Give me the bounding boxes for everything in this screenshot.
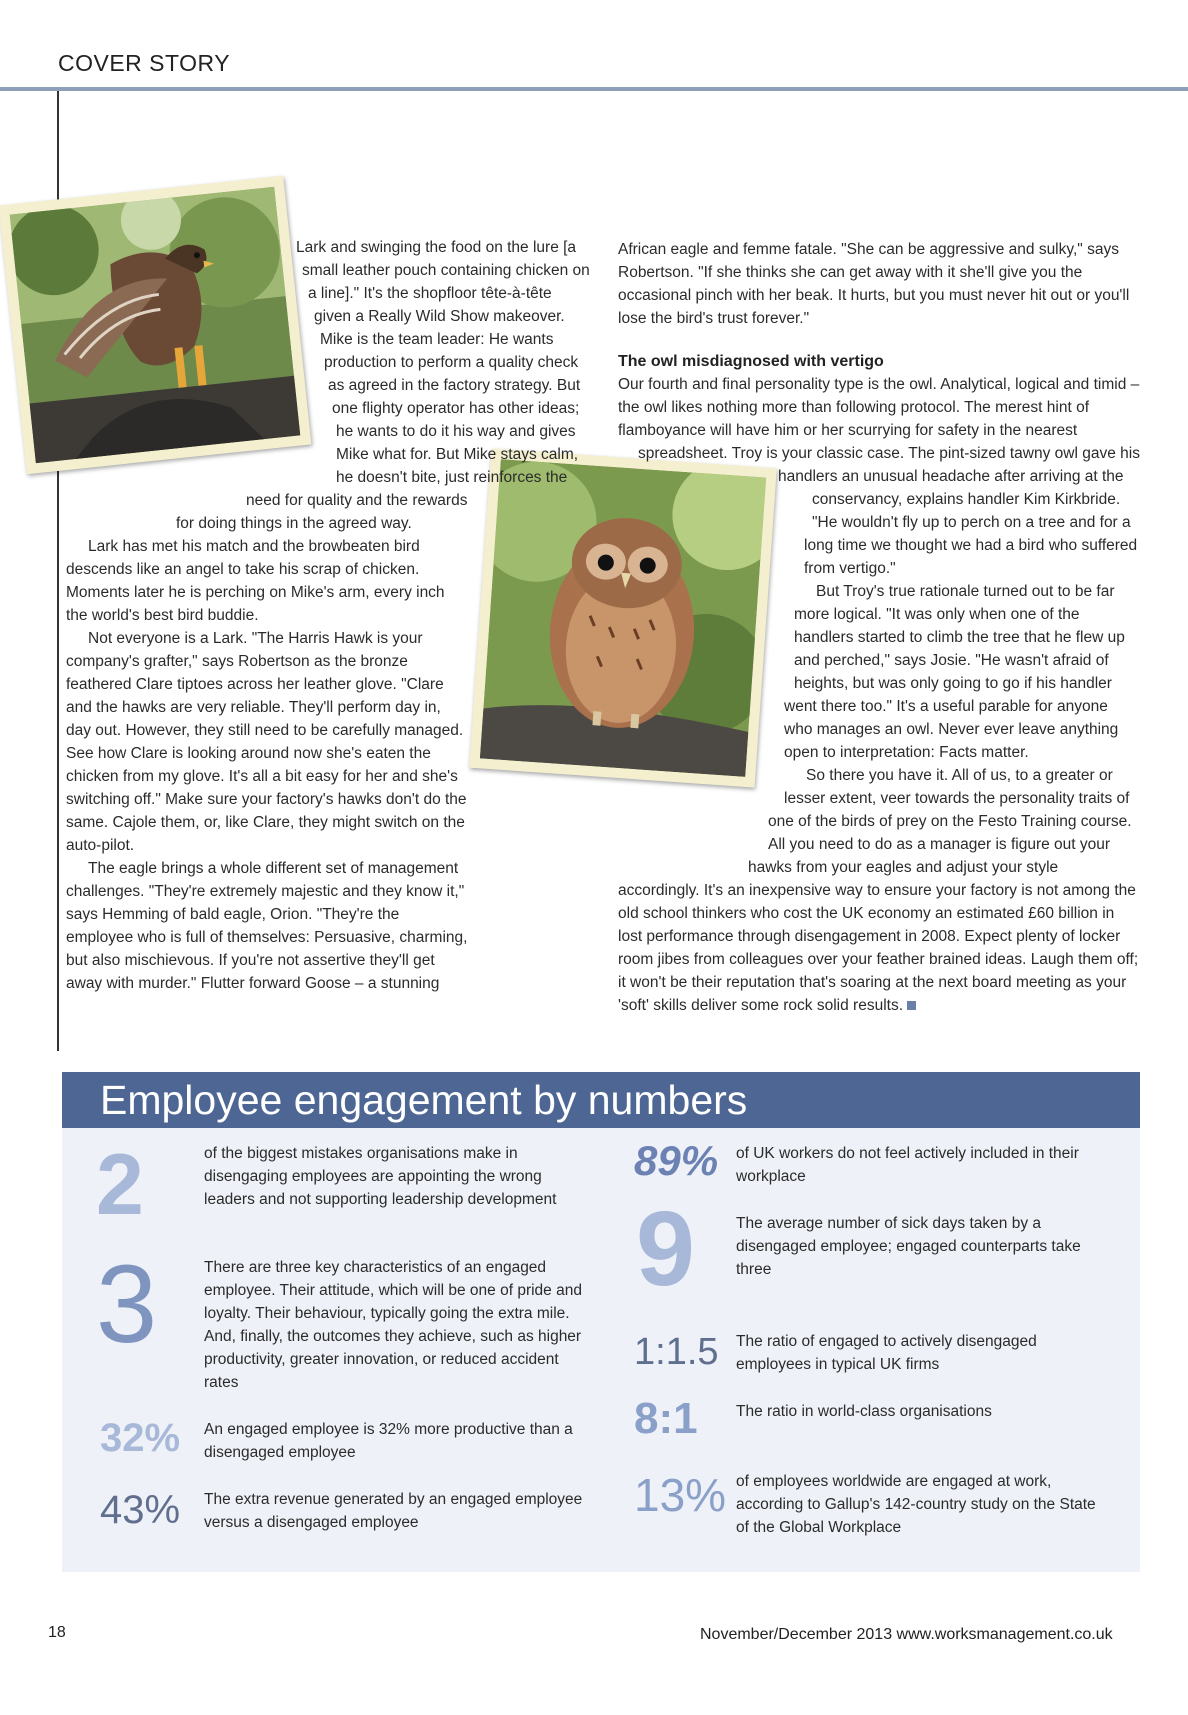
end-of-article-mark <box>907 1001 916 1010</box>
wrap-spacer <box>618 810 768 856</box>
stat-number: 1:1.5 <box>634 1331 719 1373</box>
wrap-spacer <box>66 310 314 333</box>
wrap-spacer <box>66 287 308 310</box>
wrap-spacer <box>66 333 320 356</box>
header-rule <box>0 87 1188 91</box>
paragraph: Not everyone is a Lark. "The Harris Hawk is your company's grafter," says Robertson as the bronze feathered Clare tiptoes across her leather glove. "Clare and the hawks are very reliable. They'll perform day in, day out. However, they still need to be carefully managed. See how Clare is looking around now she's eaten the chicken from my glove. It's all a bit easy for her and she's switching off." Make sure your factory's hawks don't do the same. Cajole them, or, like Clare, they might switch on the auto-pilot. <box>66 630 467 854</box>
wrap-spacer <box>618 695 784 810</box>
stat-number: 13% <box>634 1469 727 1521</box>
stat-description: of UK workers do not feel actively included in their workplace <box>736 1145 1079 1185</box>
wrap-spacer <box>66 471 246 494</box>
paragraph: Lark and swinging the food on the lure [a small leather pouch containing chicken on a line]." It's the shopfloor tête-à-tête given a Really Wild Show makeover. Mike is the team leader: He wants production to perform a quality check as agreed in the factory strategy. But one flighty operator has other ideas; he wants to do it his way and gives Mike what for. But Mike stays calm, he doesn't bite, just reinforces the need for quality and the rewards for doing things in the agreed way. <box>176 239 590 532</box>
wrap-spacer <box>618 488 812 534</box>
stat-number: 9 <box>636 1190 695 1308</box>
paragraph: But Troy's true rationale turned out to be far more logical. "It was only when one of the handlers started to climb the tree that he flew up and perched," says Josie. "He wasn't afraid of heights, but was only going to go if his handler went there too." It's a useful parable for anyone who manages an owl. Never ever leave anything open to interpretation: Facts matter. <box>784 583 1125 761</box>
stat-number: 2 <box>96 1137 144 1233</box>
stat-description: The ratio in world-class organisations <box>736 1403 992 1420</box>
paragraph-text: So there you have it. All of us, to a greater or lesser extent, veer towards the personality traits of one of the birds of prey on the Festo Training course. All you need to do as a manager is figure out your hawks from your eagles and adjust your style accordingly. It's an inexpensive way to ensure your factory is not among the old school thinkers who cost the UK economy an estimated £60 billion in lost performance through disengagement in 2008. Expect plenty of locker room jibes from colleagues over your feather brained ideas. Laugh them off; it won't be their reputation that's soaring at the next board meeting as your 'soft' skills deliver some rock solid results. <box>618 767 1139 1014</box>
wrap-spacer <box>66 494 176 517</box>
subheading: The owl misdiagnosed with vertigo <box>618 353 884 370</box>
stat-description: An engaged employee is 32% more productive than a disengaged employee <box>204 1421 573 1461</box>
wrap-spacer <box>66 264 302 287</box>
paragraph: The eagle brings a whole different set of management challenges. "They're extremely majestic and they know it," says Hemming of bald eagle, Orion. "They're the employee who is full of themselves: Persuasive, charming, but also mischievous. If you're not assertive they'll get away with murder." Flutter forward Goose – a stunning <box>66 860 468 992</box>
wrap-spacer <box>618 534 804 580</box>
paragraph: African eagle and femme fatale. "She can be aggressive and sulky," says Robertson. "If she thinks she can get away with it she'll give you the occasional pinch with her beak. It hurts, but you must never hit out or you'll lose the bird's trust forever." <box>618 241 1130 327</box>
stat-number: 32% <box>100 1416 181 1460</box>
stat-description: The average number of sick days taken by a disengaged employee; engaged counterparts take three <box>736 1215 1081 1278</box>
wrap-spacer <box>66 356 324 379</box>
wrap-spacer <box>66 425 336 448</box>
paragraph: Lark has met his match and the browbeaten bird descends like an angel to take his scrap of chicken. Moments later he is perching on Mike's arm, every inch the world's best bird buddie. <box>66 538 445 624</box>
stat-number: 89% <box>634 1137 719 1184</box>
section-label: COVER STORY <box>58 50 231 76</box>
stat-description: The extra revenue generated by an engaged employee versus a disengaged employee <box>204 1491 583 1531</box>
wrap-spacer <box>618 856 748 879</box>
stat-number: 43% <box>100 1488 181 1532</box>
page-number: 18 <box>48 1624 66 1641</box>
wrap-spacer <box>618 465 778 488</box>
wrap-spacer <box>66 402 332 425</box>
wrap-spacer <box>618 580 794 695</box>
stat-description: of the biggest mistakes organisations make in disengaging employees are appointing the wrong leaders and not supporting leadership development <box>204 1145 557 1208</box>
paragraph: Our fourth and final personality type is the owl. Analytical, logical and timid – the owl likes nothing more than following protocol. The merest hint of flamboyance will have him or her scurrying for safety in the nearest spreadsheet. Troy is your classic case. The pint-sized tawny owl gave his handlers an unusual headache after arriving at the conservancy, explains handler Kim Kirkbride. "He wouldn't fly up to perch on a tree and for a long time we thought we had a bird who suffered from vertigo." <box>618 376 1140 577</box>
wrap-spacer <box>618 442 638 465</box>
wrap-spacer <box>470 734 590 1124</box>
wrap-spacer <box>66 236 296 264</box>
stats-title: Employee engagement by numbers <box>62 1072 1140 1128</box>
article-column-2 <box>618 238 1140 1017</box>
wrap-spacer <box>66 448 336 471</box>
stat-description: The ratio of engaged to actively disengaged employees in typical UK firms <box>736 1333 1037 1373</box>
article-column-1 <box>66 236 590 1124</box>
publication-info: November/December 2013 www.worksmanagement.co.uk <box>700 1626 1113 1643</box>
wrap-spacer <box>66 379 328 402</box>
stat-number: 3 <box>96 1243 158 1366</box>
stat-description: of employees worldwide are engaged at work, according to Gallup's 142-country study on the State of the Global Workplace <box>736 1473 1096 1536</box>
stat-number: 8:1 <box>634 1394 698 1443</box>
stat-description: There are three key characteristics of an engaged employee. Their attitude, which will be one of pride and loyalty. Their behaviour, typically going the extra mile. And, finally, the outcomes they achieve, such as higher productivity, greater innovation, or reduced accident rates <box>204 1259 582 1391</box>
